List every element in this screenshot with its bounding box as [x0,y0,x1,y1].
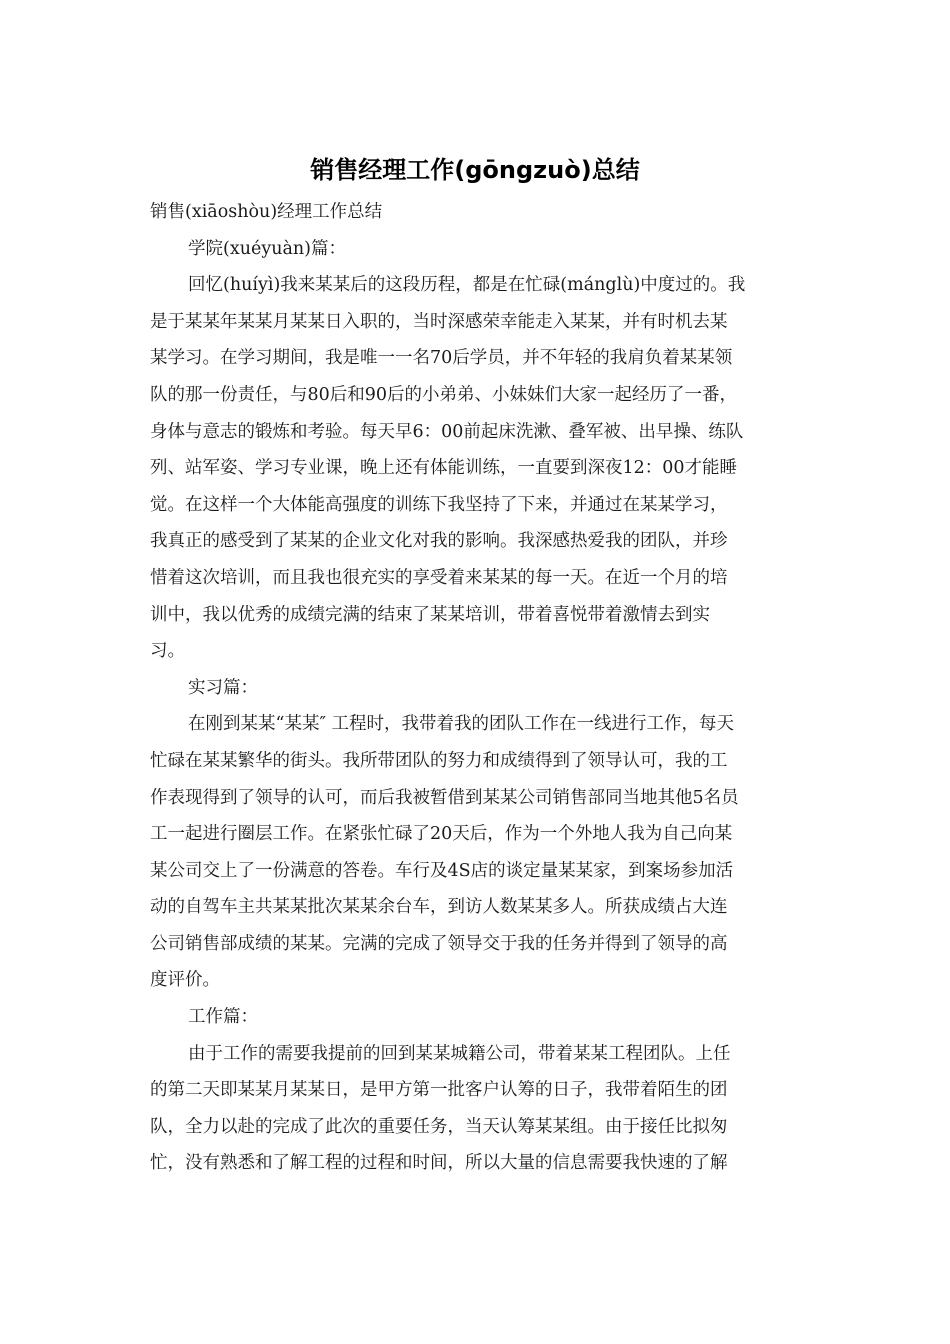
text-line: 我真正的感受到了某某的企业文化对我的影响。我深感热爱我的团队，并珍 [150,531,728,552]
text-line: 工作篇： [188,1007,258,1028]
text-line: 惜着这次培训，而且我也很充实的享受着来某某的每一天。在近一个月的培 [150,567,728,588]
text-line: 队，全力以赴的完成了此次的重要任务，当天认筹某某组。由于接任比拟匆 [150,1116,728,1137]
text-line: 某公司交上了一份满意的答卷。车行及4S店的谈定量某某家，到案场参加活 [150,860,734,881]
text-line: 忙，没有熟悉和了解工程的过程和时间，所以大量的信息需要我快速的了解 [150,1153,728,1174]
text-line: 的第二天即某某月某某日，是甲方第一批客户认筹的日子，我带着陌生的团 [150,1080,728,1101]
text-line: 队的那一份责任，与80后和90后的小弟弟、小妹妹们大家一起经历了一番， [150,384,738,405]
text-line: 忙碌在某某繁华的街头。我所带团队的努力和成绩得到了领导认可，我的工 [150,750,728,771]
document-body [150,194,805,1182]
text-line: 学院(xuéyuàn)篇： [188,238,347,259]
text-line: 公司销售部成绩的某某。完满的完成了领导交于我的任务并得到了领导的高 [150,933,728,954]
text-line: 工一起进行圈层工作。在紧张忙碌了20天后，作为一个外地人我为自己向某 [150,824,733,845]
text-line: 回忆(huíyì)我来某某后的这段历程，都是在忙碌(mánglù)中度过的。我 [188,275,746,296]
text-line: 实习篇： [188,677,258,698]
text-line: 觉。在这样一个大体能高强度的训练下我坚持了下来，并通过在某某学习， [150,494,728,515]
text-line: 身体与意志的锻炼和考验。每天早6：00前起床洗漱、叠军被、出早操、练队 [150,421,744,442]
text-line: 度评价。 [150,970,220,991]
text-line: 由于工作的需要我提前的回到某某城籍公司，带着某某工程团队。上任 [188,1043,731,1064]
text-line: 训中，我以优秀的成绩完满的结束了某某培训，带着喜悦带着激情去到实 [150,604,710,625]
text-line: 作表现得到了领导的认可，而后我被暂借到某某公司销售部同当地其他5名员 [150,787,739,808]
text-line: 在刚到某某“某某″ 工程时，我带着我的团队工作在一线进行工作，每天 [188,714,735,735]
document-title: 销售经理工作(gōngzuò)总结 [310,156,640,184]
text-line: 销售(xiāoshòu)经理工作总结 [150,202,383,222]
text-line: 列、站军姿、学习专业课，晚上还有体能训练，一直要到深夜12：00才能睡 [150,458,738,479]
text-line: 是于某某年某某月某某日入职的，当时深感荣幸能走入某某，并有时机去某 [150,311,728,332]
text-line: 动的自驾车主共某某批次某某余台车，到访人数某某多人。所获成绩占大连 [150,897,728,918]
text-line: 习。 [150,641,185,662]
text-line: 某学习。在学习期间，我是唯一一名70后学员，并不年轻的我肩负着某某领 [150,348,733,369]
